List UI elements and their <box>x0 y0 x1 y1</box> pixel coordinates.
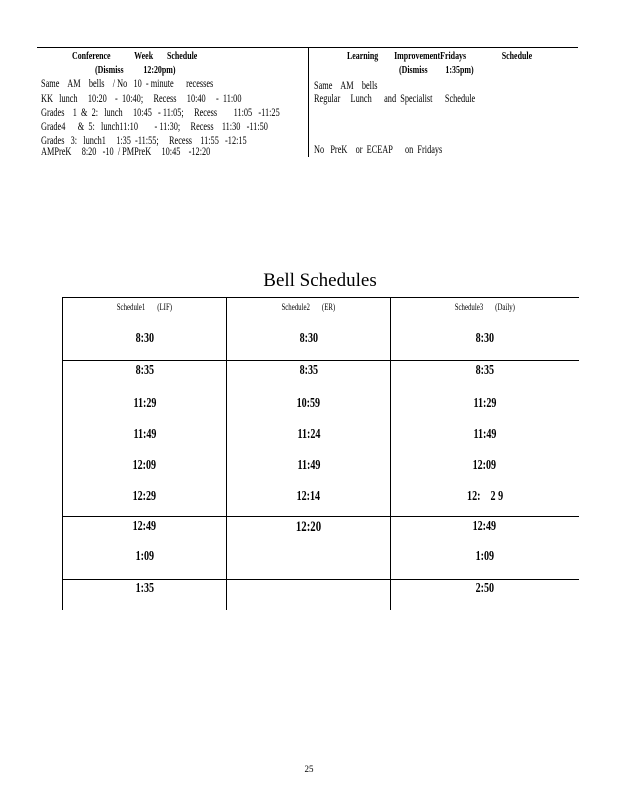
time-entry: 12:49 <box>132 519 157 534</box>
conference-line: Same AM bells / No 10 - minute recesses <box>41 78 214 90</box>
learning-line: Same AM bells <box>314 80 378 92</box>
conference-line: Grades 3: lunch1 1:35 -11:55; Recess 11:55 -12:15 <box>41 135 247 147</box>
dismissal-time: 12:20 <box>295 519 322 535</box>
schedule-2-heading: Schedule2 (ER) <box>281 303 336 313</box>
schedule-block-row <box>63 361 579 517</box>
time-entry: 11:29 <box>473 396 497 411</box>
time-entry: 11:49 <box>133 427 156 442</box>
time-entry: 11:29 <box>133 396 156 411</box>
schedule-3-last <box>391 580 579 611</box>
learning-line: Regular Lunch and Specialist Schedule <box>314 93 476 105</box>
conference-header: Conference Week Schedule <box>72 50 198 62</box>
learning-footer: No PreK or ECEAP on Fridays <box>314 144 443 156</box>
time-entry: 11:49 <box>473 427 497 442</box>
time-entry: 8:35 <box>299 363 318 378</box>
start-time: 8:30 <box>299 331 318 346</box>
dismissal-time: 2:50 <box>475 581 494 596</box>
time-entry: 11:24 <box>297 427 320 442</box>
schedule-1-block <box>63 361 227 517</box>
bell-schedules-title: Bell Schedules <box>263 270 377 291</box>
time-entry: 12:09 <box>472 458 497 473</box>
bell-schedule-table <box>62 297 579 610</box>
schedule-2-block <box>227 361 391 517</box>
time-entry: 12:09 <box>132 458 157 473</box>
dismissal-time <box>227 580 390 600</box>
schedule-1-heading: Schedule1 (LIF) <box>116 303 173 313</box>
time-entry: 1:09 <box>475 549 494 564</box>
learning-dismiss: (Dismiss 1:35pm) <box>399 64 474 76</box>
time-entry: 12:14 <box>296 489 321 504</box>
conference-line: Grade4 & 5: lunch11:10 - 11:30; Recess 11:30 -11:50 <box>41 121 268 133</box>
time-entry: 8:35 <box>135 363 154 378</box>
schedule-2-last <box>227 580 391 611</box>
schedule-3-block <box>391 361 579 517</box>
schedule-2-block <box>227 517 391 580</box>
schedule-header-row <box>63 298 579 361</box>
conference-line: AMPreK 8:20 -10 / PMPreK 10:45 -12:20 <box>41 146 211 158</box>
schedule-3-block <box>391 517 579 580</box>
time-entry: 10:59 <box>296 396 321 411</box>
conference-line: Grades 1 & 2: lunch 10:45 - 11:05; Recess 11:05 -11:25 <box>41 107 280 119</box>
time-entry: 8:35 <box>475 363 494 378</box>
time-entry: 12: 2 9 <box>466 489 503 504</box>
schedule-3-cell <box>391 298 579 361</box>
conference-dismiss: (Dismiss 12:20pm) <box>95 64 176 76</box>
time-entry: 12:49 <box>472 519 497 534</box>
schedule-3-heading: Schedule3 (Daily) <box>454 303 515 313</box>
schedule-1-block <box>63 517 227 580</box>
dismissal-time: 1:35 <box>135 581 154 596</box>
start-time: 8:30 <box>475 331 494 346</box>
schedule-1-cell <box>63 298 227 361</box>
page-number: 25 <box>304 764 314 774</box>
learning-header: Learning ImprovementFridays Schedule <box>347 50 533 62</box>
time-entry: 11:49 <box>297 458 320 473</box>
schedule-1-last <box>63 580 227 611</box>
conference-line: KK lunch 10:20 - 10:40; Recess 10:40 - 11:00 <box>41 93 242 105</box>
time-entry: 12:29 <box>132 489 157 504</box>
time-entry: 1:09 <box>135 549 154 564</box>
schedule-block-row <box>63 517 579 580</box>
schedule-last-row <box>63 580 579 611</box>
schedule-2-cell <box>227 298 391 361</box>
start-time: 8:30 <box>135 331 154 346</box>
